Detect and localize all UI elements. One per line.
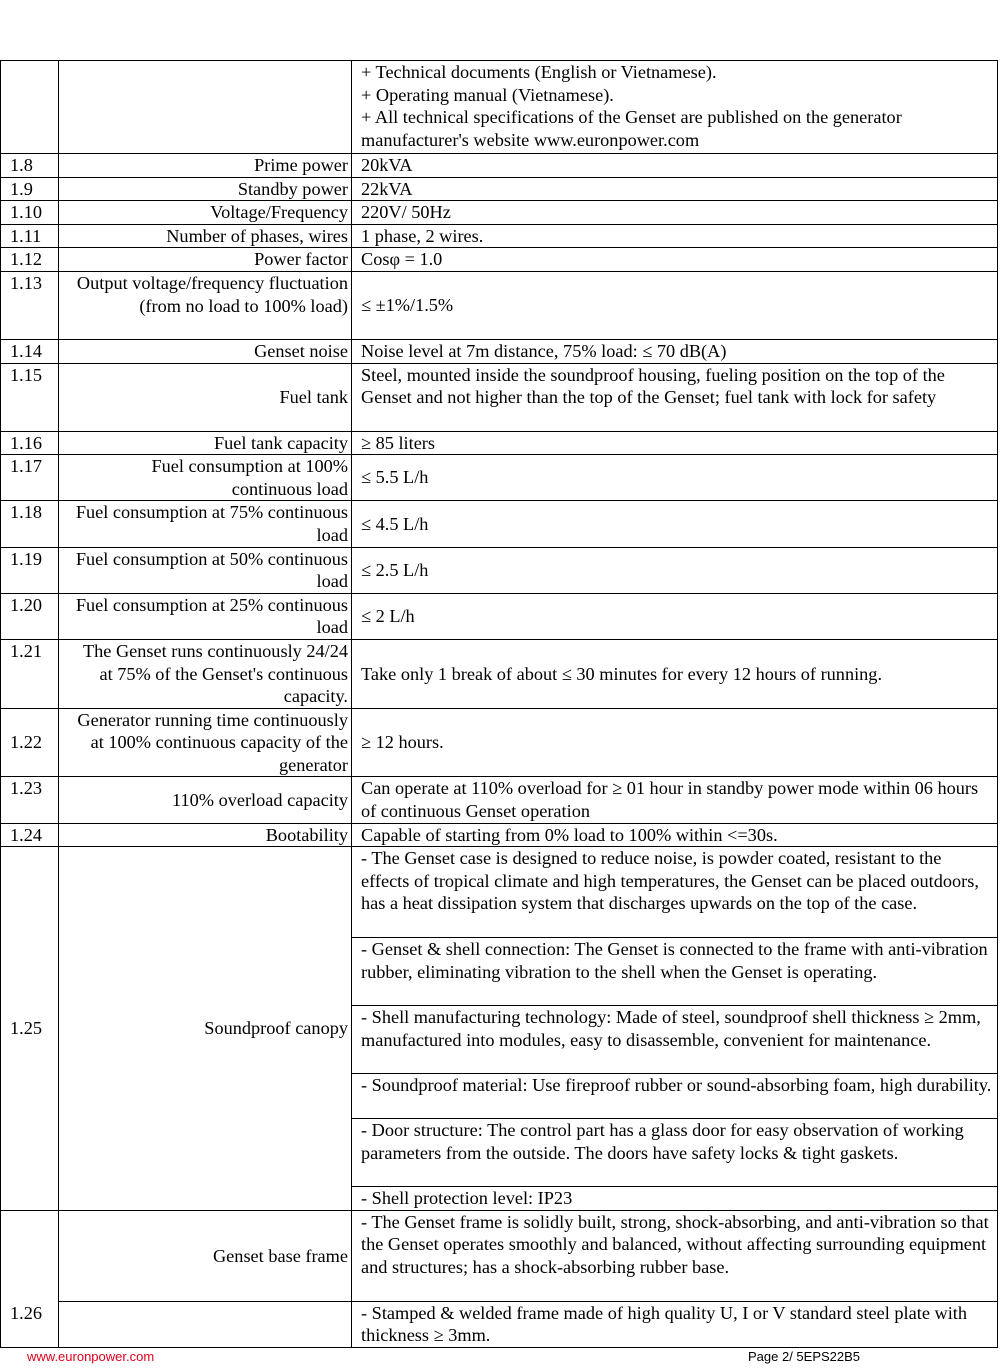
table-row [1, 201, 998, 225]
row-label: Genset base frame [59, 1210, 352, 1301]
row-number: 1.18 [1, 501, 59, 547]
no-cell [1, 61, 59, 154]
row-number: 1.11 [1, 224, 59, 248]
table-row [1, 708, 998, 777]
row-value: ≤ ±1%/1.5% [352, 271, 998, 339]
table-row [1, 177, 998, 201]
row-value: ≥ 85 liters [352, 431, 998, 455]
row-number: 1.21 [1, 639, 59, 708]
row-number: 1.20 [1, 593, 59, 639]
row-value: 20kVA [352, 154, 998, 178]
table-row [1, 823, 998, 847]
row-number: 1.9 [1, 177, 59, 201]
row-value: ≤ 2.5 L/h [352, 547, 998, 593]
row-label: Number of phases, wires [59, 224, 352, 248]
row-number: 1.23 [1, 777, 59, 823]
row-value: 220V/ 50Hz [352, 201, 998, 225]
intro-line: + All technical specifications of the Genset are published on the generator manufacturer's website www.euronpower.com [361, 107, 902, 150]
row-label: Fuel tank [59, 363, 352, 431]
table-row-canopy [1, 847, 998, 938]
table-row [1, 455, 998, 501]
row-label: Voltage/Frequency [59, 201, 352, 225]
footer-page-number: Page 2/ 5EPS22B5 [748, 1349, 861, 1364]
row-number: 1.14 [1, 339, 59, 363]
row-number: 1.26 [1, 1210, 59, 1347]
row-number: 1.25 [1, 847, 59, 1211]
table-row [1, 224, 998, 248]
row-label: Generator running time continuously at 100% continuous capacity of the generator [59, 708, 352, 777]
row-label: Fuel tank capacity [59, 431, 352, 455]
footer-website-link[interactable]: www.euronpower.com [27, 1349, 155, 1364]
row-label: Standby power [59, 177, 352, 201]
frame-item: - The Genset frame is solidly built, strong, shock-absorbing, and anti-vibration so that the Genset operates smoothly and balanced, without affecting surrounding equipment and structures; has a shock-absorbing rubber base. [352, 1210, 998, 1301]
canopy-item: - Door structure: The control part has a glass door for easy observation of working parameters from the outside. The doors have safety locks & tight gaskets. [352, 1119, 998, 1187]
row-number: 1.24 [1, 823, 59, 847]
row-value: Capable of starting from 0% load to 100% within <=30s. [352, 823, 998, 847]
table-row [1, 339, 998, 363]
page-footer [0, 1349, 1000, 1367]
row-label: The Genset runs continuously 24/24 at 75% of the Genset's continuous capacity. [59, 639, 352, 708]
intro-line: + Operating manual (Vietnamese). [361, 84, 614, 105]
canopy-item: - Soundproof material: Use fireproof rubber or sound-absorbing foam, high durability. [352, 1074, 998, 1119]
value-cell [352, 61, 998, 154]
row-number: 1.8 [1, 154, 59, 178]
label-cell [59, 1301, 352, 1347]
canopy-item: - Genset & shell connection: The Genset is connected to the frame with anti-vibration rubber, eliminating vibration to the shell when the Genset is operating. [352, 938, 998, 1006]
table-row-frame [1, 1301, 998, 1347]
row-value: ≤ 5.5 L/h [352, 455, 998, 501]
row-number: 1.10 [1, 201, 59, 225]
row-value: Noise level at 7m distance, 75% load: ≤ 70 dB(A) [352, 339, 998, 363]
row-value: 1 phase, 2 wires. [352, 224, 998, 248]
row-value: Steel, mounted inside the soundproof housing, fueling position on the top of the Genset and not higher than the top of the Genset; fuel tank with lock for safety [352, 363, 998, 431]
row-label: Fuel consumption at 100% continuous load [59, 455, 352, 501]
row-label: Soundproof canopy [59, 847, 352, 1211]
canopy-item: - Shell manufacturing technology: Made of steel, soundproof shell thickness ≥ 2mm, manufactured into modules, easy to disassemble, convenient for maintenance. [352, 1006, 998, 1074]
table-row [1, 271, 998, 339]
row-value: ≤ 4.5 L/h [352, 501, 998, 547]
table-row [1, 363, 998, 431]
row-number: 1.17 [1, 455, 59, 501]
frame-item: - Stamped & welded frame made of high quality U, I or V standard steel plate with thickness ≥ 3mm. [352, 1301, 998, 1347]
row-value: Take only 1 break of about ≤ 30 minutes for every 12 hours of running. [352, 639, 998, 708]
row-label: Fuel consumption at 75% continuous load [59, 501, 352, 547]
row-value: ≤ 2 L/h [352, 593, 998, 639]
row-number: 1.13 [1, 271, 59, 339]
row-value: 22kVA [352, 177, 998, 201]
row-number: 1.22 [1, 708, 59, 777]
row-label: Prime power [59, 154, 352, 178]
label-cell [59, 61, 352, 154]
row-label: 110% overload capacity [59, 777, 352, 823]
row-number: 1.15 [1, 363, 59, 431]
row-label: Power factor [59, 248, 352, 272]
table-row-intro [1, 61, 998, 154]
intro-line: + Technical documents (English or Vietnamese). [361, 62, 717, 82]
row-label: Fuel consumption at 25% continuous load [59, 593, 352, 639]
table-row [1, 777, 998, 823]
row-label: Fuel consumption at 50% continuous load [59, 547, 352, 593]
row-number: 1.19 [1, 547, 59, 593]
canopy-item: - The Genset case is designed to reduce noise, is powder coated, resistant to the effects of tropical climate and high temperatures, the Genset can be placed outdoors, has a heat dissipation system that discharges upwards on the top of the case. [352, 847, 998, 938]
table-row [1, 639, 998, 708]
row-value: Cosφ = 1.0 [352, 248, 998, 272]
table-row [1, 154, 998, 178]
row-number: 1.12 [1, 248, 59, 272]
row-value: Can operate at 110% overload for ≥ 01 hour in standby power mode within 06 hours of continuous Genset operation [352, 777, 998, 823]
canopy-item: - Shell protection level: IP23 [352, 1187, 998, 1211]
row-label: Genset noise [59, 339, 352, 363]
table-row [1, 547, 998, 593]
row-value: ≥ 12 hours. [352, 708, 998, 777]
table-row [1, 593, 998, 639]
table-row-frame [1, 1210, 998, 1301]
table-row [1, 248, 998, 272]
row-label: Bootability [59, 823, 352, 847]
table-row [1, 431, 998, 455]
table-row [1, 501, 998, 547]
row-number: 1.16 [1, 431, 59, 455]
spec-table [0, 60, 998, 1348]
row-label: Output voltage/frequency fluctuation (from no load to 100% load) [59, 271, 352, 339]
